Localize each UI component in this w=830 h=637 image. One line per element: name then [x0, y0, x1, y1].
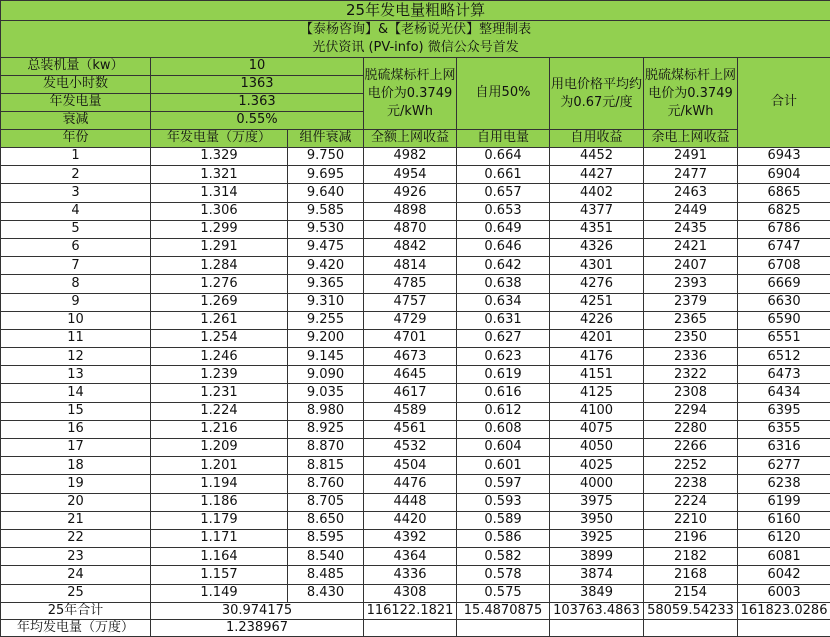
cell-self-use-income: 4100 — [550, 402, 644, 420]
cell-full-grid-income: 4898 — [364, 202, 457, 220]
cell-total: 6003 — [738, 584, 830, 602]
empty-cell — [457, 619, 550, 636]
cell-generation: 1.179 — [151, 511, 288, 529]
table-row — [1, 548, 830, 566]
cell-self-use-kwh: 0.604 — [457, 439, 550, 457]
cell-degradation: 8.760 — [288, 475, 364, 493]
cell-self-use-income: 3899 — [550, 548, 644, 566]
cell-year: 14 — [1, 384, 151, 402]
cell-generation: 1.216 — [151, 420, 288, 438]
header-self-price: 用电价格平均约为0.67元/度 — [550, 58, 644, 130]
totals-full-grid: 116122.1821 — [364, 602, 457, 619]
param-value: 10 — [151, 58, 364, 76]
table-row — [1, 238, 830, 256]
cell-generation: 1.186 — [151, 493, 288, 511]
param-label: 总装机量（kw） — [1, 58, 151, 76]
cell-degradation: 8.485 — [288, 566, 364, 584]
cell-self-use-kwh: 0.597 — [457, 475, 550, 493]
cell-degradation: 9.200 — [288, 329, 364, 347]
table-row — [1, 184, 830, 202]
cell-degradation: 9.420 — [288, 257, 364, 275]
average-value: 1.238967 — [151, 619, 364, 636]
cell-self-use-income: 4201 — [550, 329, 644, 347]
table-row — [1, 420, 830, 438]
cell-generation: 1.306 — [151, 202, 288, 220]
cell-generation: 1.149 — [151, 584, 288, 602]
cell-degradation: 9.585 — [288, 202, 364, 220]
cell-total: 6199 — [738, 493, 830, 511]
cell-full-grid-income: 4729 — [364, 311, 457, 329]
cell-self-use-kwh: 0.601 — [457, 457, 550, 475]
table-row — [1, 220, 830, 238]
cell-surplus-income: 2294 — [644, 402, 738, 420]
cell-total: 6120 — [738, 529, 830, 547]
cell-year: 13 — [1, 366, 151, 384]
cell-generation: 1.321 — [151, 166, 288, 184]
column-header-self-use-income: 自用收益 — [550, 130, 644, 148]
cell-self-use-income: 4351 — [550, 220, 644, 238]
cell-self-use-kwh: 0.664 — [457, 148, 550, 166]
cell-surplus-income: 2224 — [644, 493, 738, 511]
cell-year: 4 — [1, 202, 151, 220]
cell-degradation: 8.925 — [288, 420, 364, 438]
cell-full-grid-income: 4364 — [364, 548, 457, 566]
cell-year: 20 — [1, 493, 151, 511]
cell-generation: 1.164 — [151, 548, 288, 566]
cell-self-use-kwh: 0.649 — [457, 220, 550, 238]
cell-degradation: 9.750 — [288, 148, 364, 166]
cell-surplus-income: 2336 — [644, 348, 738, 366]
cell-total: 6316 — [738, 439, 830, 457]
column-header-self-use-kwh: 自用电量 — [457, 130, 550, 148]
cell-full-grid-income: 4476 — [364, 475, 457, 493]
table-row — [1, 366, 830, 384]
table-row — [1, 439, 830, 457]
cell-generation: 1.239 — [151, 366, 288, 384]
cell-full-grid-income: 4532 — [364, 439, 457, 457]
empty-cell — [644, 619, 738, 636]
subtitle-source: 光伏资讯 (PV-info) 微信公众号首发 — [1, 39, 830, 58]
totals-self-use: 15.4870875 — [457, 602, 550, 619]
cell-total: 6277 — [738, 457, 830, 475]
cell-degradation: 8.430 — [288, 584, 364, 602]
cell-surplus-income: 2393 — [644, 275, 738, 293]
cell-total: 6904 — [738, 166, 830, 184]
table-row — [1, 511, 830, 529]
cell-total: 6434 — [738, 384, 830, 402]
table-row — [1, 457, 830, 475]
cell-self-use-kwh: 0.619 — [457, 366, 550, 384]
cell-self-use-income: 4377 — [550, 202, 644, 220]
cell-total: 6395 — [738, 402, 830, 420]
table-row — [1, 566, 830, 584]
cell-surplus-income: 2280 — [644, 420, 738, 438]
totals-total: 161823.0286 — [738, 602, 830, 619]
cell-self-use-kwh: 0.612 — [457, 402, 550, 420]
cell-total: 6081 — [738, 548, 830, 566]
cell-generation: 1.291 — [151, 238, 288, 256]
cell-generation: 1.314 — [151, 184, 288, 202]
cell-full-grid-income: 4336 — [364, 566, 457, 584]
cell-year: 22 — [1, 529, 151, 547]
cell-year: 1 — [1, 148, 151, 166]
cell-generation: 1.231 — [151, 384, 288, 402]
cell-total: 6551 — [738, 329, 830, 347]
table-row — [1, 584, 830, 602]
cell-surplus-income: 2463 — [644, 184, 738, 202]
cell-self-use-kwh: 0.642 — [457, 257, 550, 275]
cell-degradation: 9.695 — [288, 166, 364, 184]
cell-surplus-income: 2266 — [644, 439, 738, 457]
cell-degradation: 9.365 — [288, 275, 364, 293]
average-label: 年均发电量（万度） — [1, 619, 151, 636]
cell-surplus-income: 2350 — [644, 329, 738, 347]
cell-self-use-kwh: 0.616 — [457, 384, 550, 402]
cell-generation: 1.276 — [151, 275, 288, 293]
cell-surplus-income: 2252 — [644, 457, 738, 475]
cell-self-use-income: 4000 — [550, 475, 644, 493]
cell-degradation: 9.145 — [288, 348, 364, 366]
cell-degradation: 8.705 — [288, 493, 364, 511]
cell-self-use-income: 3950 — [550, 511, 644, 529]
cell-degradation: 8.540 — [288, 548, 364, 566]
cell-generation: 1.284 — [151, 257, 288, 275]
cell-full-grid-income: 4392 — [364, 529, 457, 547]
cell-self-use-kwh: 0.582 — [457, 548, 550, 566]
cell-surplus-income: 2407 — [644, 257, 738, 275]
header-full-grid-price: 脱硫煤标杆上网电价为0.3749元/kWh — [364, 58, 457, 130]
cell-surplus-income: 2449 — [644, 202, 738, 220]
table-row — [1, 311, 830, 329]
cell-full-grid-income: 4561 — [364, 420, 457, 438]
cell-year: 15 — [1, 402, 151, 420]
column-header-generation: 年发电量（万度） — [151, 130, 288, 148]
cell-surplus-income: 2210 — [644, 511, 738, 529]
cell-self-use-kwh: 0.589 — [457, 511, 550, 529]
cell-year: 23 — [1, 548, 151, 566]
cell-generation: 1.157 — [151, 566, 288, 584]
column-header-year: 年份 — [1, 130, 151, 148]
cell-year: 16 — [1, 420, 151, 438]
cell-surplus-income: 2308 — [644, 384, 738, 402]
param-label: 发电小时数 — [1, 76, 151, 94]
cell-full-grid-income: 4926 — [364, 184, 457, 202]
column-header-surplus-income: 余电上网收益 — [644, 130, 738, 148]
cell-full-grid-income: 4673 — [364, 348, 457, 366]
cell-total: 6708 — [738, 257, 830, 275]
param-value: 1.363 — [151, 94, 364, 112]
cell-year: 9 — [1, 293, 151, 311]
cell-total: 6943 — [738, 148, 830, 166]
cell-self-use-income: 4251 — [550, 293, 644, 311]
cell-year: 11 — [1, 329, 151, 347]
cell-full-grid-income: 4785 — [364, 275, 457, 293]
cell-generation: 1.201 — [151, 457, 288, 475]
cell-degradation: 9.255 — [288, 311, 364, 329]
header-surplus-price: 脱硫煤标杆上网电价为0.3749元/kWh — [644, 58, 738, 130]
cell-year: 17 — [1, 439, 151, 457]
cell-self-use-kwh: 0.586 — [457, 529, 550, 547]
cell-generation: 1.261 — [151, 311, 288, 329]
header-self-use: 自用50% — [457, 58, 550, 130]
cell-surplus-income: 2491 — [644, 148, 738, 166]
cell-self-use-kwh: 0.646 — [457, 238, 550, 256]
cell-self-use-income: 4326 — [550, 238, 644, 256]
column-header-full-grid-income: 全额上网收益 — [364, 130, 457, 148]
table-row — [1, 329, 830, 347]
cell-self-use-income: 4402 — [550, 184, 644, 202]
cell-degradation: 8.815 — [288, 457, 364, 475]
cell-degradation: 9.530 — [288, 220, 364, 238]
cell-degradation: 9.035 — [288, 384, 364, 402]
cell-self-use-income: 4050 — [550, 439, 644, 457]
cell-self-use-income: 3925 — [550, 529, 644, 547]
cell-degradation: 9.090 — [288, 366, 364, 384]
cell-self-use-kwh: 0.627 — [457, 329, 550, 347]
cell-generation: 1.299 — [151, 220, 288, 238]
cell-self-use-kwh: 0.575 — [457, 584, 550, 602]
cell-surplus-income: 2421 — [644, 238, 738, 256]
table-row — [1, 384, 830, 402]
cell-full-grid-income: 4504 — [364, 457, 457, 475]
cell-full-grid-income: 4842 — [364, 238, 457, 256]
cell-degradation: 8.595 — [288, 529, 364, 547]
cell-degradation: 8.980 — [288, 402, 364, 420]
param-value: 1363 — [151, 76, 364, 94]
cell-self-use-kwh: 0.593 — [457, 493, 550, 511]
cell-total: 6238 — [738, 475, 830, 493]
cell-year: 25 — [1, 584, 151, 602]
cell-surplus-income: 2365 — [644, 311, 738, 329]
cell-full-grid-income: 4589 — [364, 402, 457, 420]
cell-self-use-income: 4301 — [550, 257, 644, 275]
empty-cell — [550, 619, 644, 636]
cell-self-use-income: 4452 — [550, 148, 644, 166]
column-header-degradation: 组件衰减 — [288, 130, 364, 148]
cell-surplus-income: 2196 — [644, 529, 738, 547]
cell-year: 3 — [1, 184, 151, 202]
cell-degradation: 9.640 — [288, 184, 364, 202]
table-row — [1, 402, 830, 420]
table-row — [1, 493, 830, 511]
cell-self-use-kwh: 0.638 — [457, 275, 550, 293]
cell-total: 6747 — [738, 238, 830, 256]
cell-degradation: 9.475 — [288, 238, 364, 256]
table-row — [1, 148, 830, 166]
cell-surplus-income: 2379 — [644, 293, 738, 311]
table-row — [1, 257, 830, 275]
cell-full-grid-income: 4308 — [364, 584, 457, 602]
table-row — [1, 166, 830, 184]
empty-cell — [364, 619, 457, 636]
cell-total: 6042 — [738, 566, 830, 584]
totals-generation: 30.974175 — [151, 602, 364, 619]
cell-full-grid-income: 4814 — [364, 257, 457, 275]
cell-self-use-kwh: 0.661 — [457, 166, 550, 184]
cell-generation: 1.194 — [151, 475, 288, 493]
cell-full-grid-income: 4448 — [364, 493, 457, 511]
cell-self-use-income: 4226 — [550, 311, 644, 329]
cell-full-grid-income: 4757 — [364, 293, 457, 311]
cell-degradation: 8.870 — [288, 439, 364, 457]
param-value: 0.55% — [151, 112, 364, 130]
cell-degradation: 8.650 — [288, 511, 364, 529]
table-row — [1, 293, 830, 311]
cell-surplus-income: 2154 — [644, 584, 738, 602]
cell-year: 7 — [1, 257, 151, 275]
cell-year: 10 — [1, 311, 151, 329]
cell-surplus-income: 2238 — [644, 475, 738, 493]
cell-full-grid-income: 4982 — [364, 148, 457, 166]
cell-total: 6473 — [738, 366, 830, 384]
empty-cell — [738, 619, 830, 636]
cell-year: 6 — [1, 238, 151, 256]
table-row — [1, 202, 830, 220]
cell-surplus-income: 2477 — [644, 166, 738, 184]
page-title: 25年发电量粗略计算 — [1, 1, 830, 21]
cell-self-use-income: 4276 — [550, 275, 644, 293]
cell-generation: 1.246 — [151, 348, 288, 366]
cell-self-use-income: 3874 — [550, 566, 644, 584]
cell-self-use-income: 3975 — [550, 493, 644, 511]
cell-generation: 1.209 — [151, 439, 288, 457]
cell-surplus-income: 2435 — [644, 220, 738, 238]
cell-year: 18 — [1, 457, 151, 475]
cell-year: 19 — [1, 475, 151, 493]
cell-self-use-income: 4151 — [550, 366, 644, 384]
cell-full-grid-income: 4870 — [364, 220, 457, 238]
cell-year: 8 — [1, 275, 151, 293]
param-label: 年发电量 — [1, 94, 151, 112]
cell-total: 6669 — [738, 275, 830, 293]
cell-self-use-income: 4176 — [550, 348, 644, 366]
cell-total: 6865 — [738, 184, 830, 202]
cell-self-use-kwh: 0.608 — [457, 420, 550, 438]
cell-full-grid-income: 4645 — [364, 366, 457, 384]
cell-surplus-income: 2168 — [644, 566, 738, 584]
table-row — [1, 348, 830, 366]
cell-year: 24 — [1, 566, 151, 584]
cell-total: 6355 — [738, 420, 830, 438]
cell-self-use-kwh: 0.578 — [457, 566, 550, 584]
cell-surplus-income: 2322 — [644, 366, 738, 384]
header-total: 合计 — [738, 58, 830, 148]
cell-generation: 1.269 — [151, 293, 288, 311]
cell-self-use-income: 4025 — [550, 457, 644, 475]
cell-self-use-kwh: 0.653 — [457, 202, 550, 220]
subtitle-credits: 【泰杨咨询】&【老杨说光伏】整理制表 — [1, 21, 830, 40]
cell-full-grid-income: 4617 — [364, 384, 457, 402]
cell-self-use-kwh: 0.657 — [457, 184, 550, 202]
totals-label: 25年合计 — [1, 602, 151, 619]
cell-total: 6825 — [738, 202, 830, 220]
cell-self-use-kwh: 0.623 — [457, 348, 550, 366]
cell-self-use-kwh: 0.634 — [457, 293, 550, 311]
cell-surplus-income: 2182 — [644, 548, 738, 566]
cell-degradation: 9.310 — [288, 293, 364, 311]
cell-total: 6786 — [738, 220, 830, 238]
cell-total: 6512 — [738, 348, 830, 366]
cell-year: 2 — [1, 166, 151, 184]
totals-surplus: 58059.54233 — [644, 602, 738, 619]
cell-full-grid-income: 4420 — [364, 511, 457, 529]
table-row — [1, 529, 830, 547]
cell-generation: 1.254 — [151, 329, 288, 347]
cell-total: 6160 — [738, 511, 830, 529]
cell-self-use-income: 4427 — [550, 166, 644, 184]
cell-generation: 1.224 — [151, 402, 288, 420]
cell-self-use-kwh: 0.631 — [457, 311, 550, 329]
cell-total: 6630 — [738, 293, 830, 311]
cell-self-use-income: 4075 — [550, 420, 644, 438]
table-row — [1, 475, 830, 493]
cell-self-use-income: 4125 — [550, 384, 644, 402]
cell-generation: 1.171 — [151, 529, 288, 547]
cell-total: 6590 — [738, 311, 830, 329]
param-label: 衰减 — [1, 112, 151, 130]
cell-self-use-income: 3849 — [550, 584, 644, 602]
cell-year: 21 — [1, 511, 151, 529]
cell-year: 5 — [1, 220, 151, 238]
cell-generation: 1.329 — [151, 148, 288, 166]
totals-self-income: 103763.4863 — [550, 602, 644, 619]
cell-full-grid-income: 4954 — [364, 166, 457, 184]
table-row — [1, 275, 830, 293]
cell-year: 12 — [1, 348, 151, 366]
cell-full-grid-income: 4701 — [364, 329, 457, 347]
